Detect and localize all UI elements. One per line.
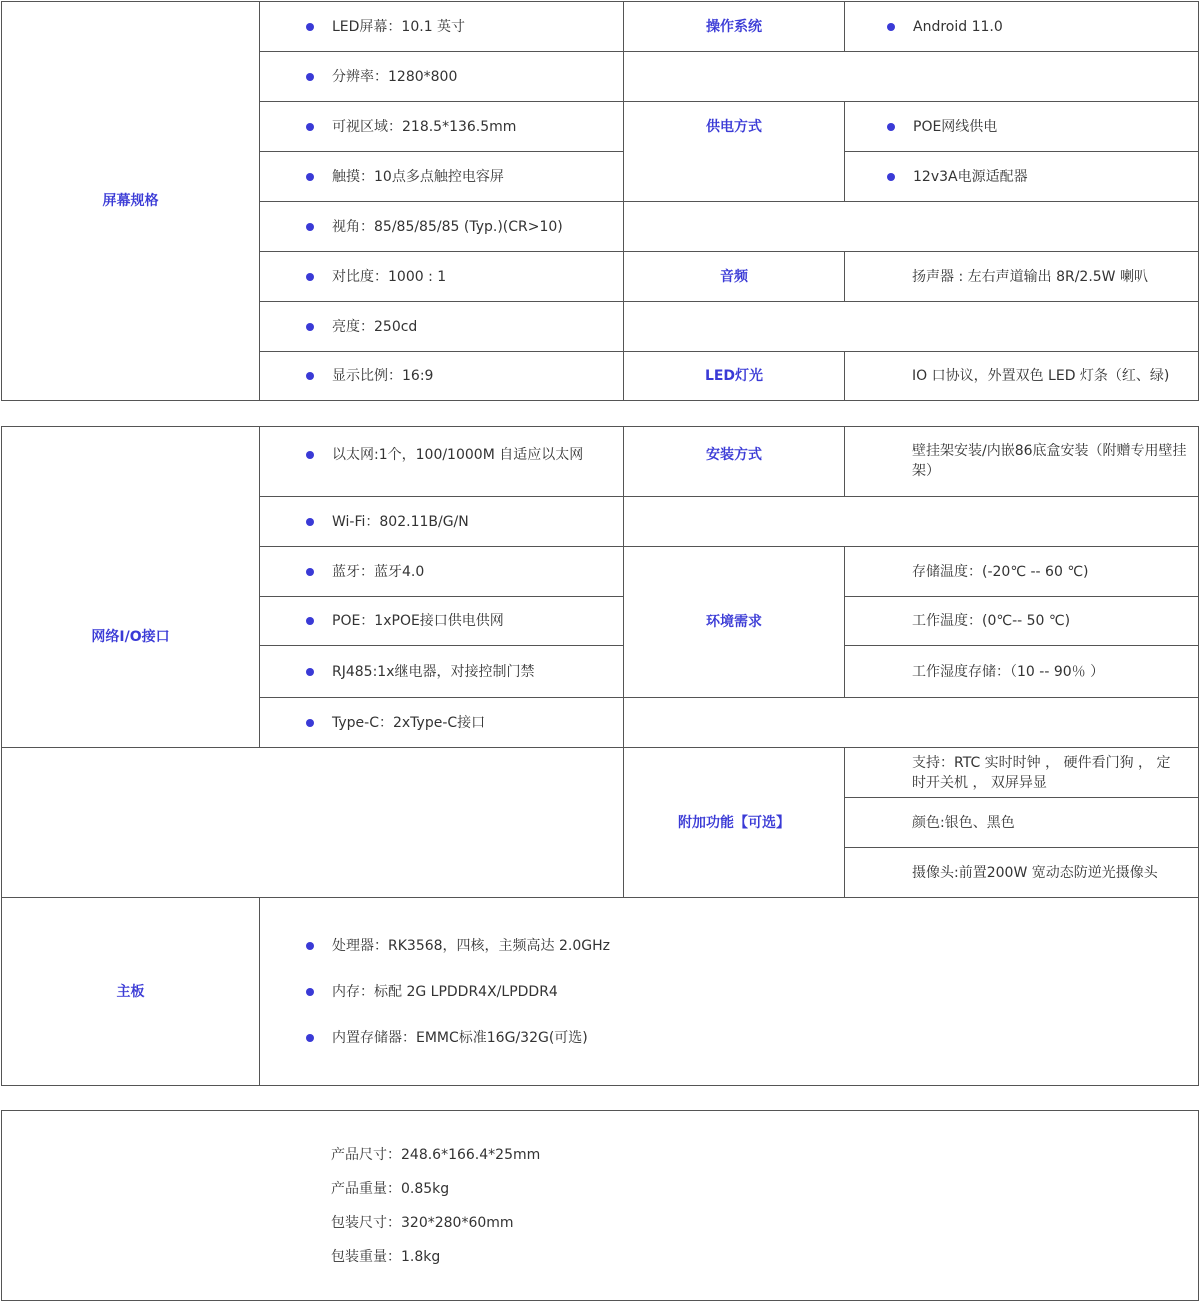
- bullet-icon: [306, 568, 314, 576]
- env-humidity: 工作湿度存储：（10 -- 90％ ）: [912, 663, 1105, 680]
- bullet-icon: [306, 123, 314, 131]
- package-size: 包装尺寸：320*280*60mm: [331, 1214, 514, 1231]
- bullet-icon: [306, 273, 314, 281]
- bullet-icon: [306, 451, 314, 459]
- env-storage-temp: 存储温度：(-20℃ -- 60 ℃): [912, 563, 1089, 580]
- network-io-header: 网络I/O接口: [91, 629, 170, 645]
- product-weight: 产品重量：0.85kg: [331, 1180, 450, 1197]
- product-size: 产品尺寸：248.6*166.4*25mm: [331, 1146, 541, 1163]
- bullet-icon: [887, 123, 895, 131]
- env-operating-temp: 工作温度：(0℃-- 50 ℃): [912, 613, 1071, 629]
- network-item-poe: POE：1xPOE接口供电供网: [260, 597, 623, 645]
- extra-color: 颜色:银色、黑色: [912, 814, 1015, 831]
- network-item-ethernet: 以太网:1个，100/1000M 自适应以太网: [260, 427, 623, 482]
- bullet-icon: [306, 173, 314, 181]
- screen-item-brightness: 亮度：250cd: [260, 302, 623, 351]
- bullet-icon: [306, 668, 314, 676]
- mainboard-header: 主板: [116, 983, 145, 1000]
- power-value-adapter: 12v3A电源适配器: [845, 152, 1199, 201]
- mainboard-list: [306, 898, 1186, 1085]
- network-item-bluetooth: 蓝牙：蓝牙4.0: [260, 547, 623, 596]
- board-item-storage: 内置存储器：EMMC标准16G/32G(可选): [306, 1028, 610, 1048]
- bullet-icon: [306, 1034, 314, 1042]
- led-value: IO 口协议，外置双色 LED 灯条（红、绿): [912, 368, 1170, 384]
- board-item-memory: 内存：标配 2G LPDDR4X/LPDDR4: [306, 982, 610, 1002]
- bullet-icon: [887, 173, 895, 181]
- os-value: Android 11.0: [845, 2, 1199, 51]
- extra-features-header: 附加功能【可选】: [678, 814, 790, 831]
- bullet-icon: [306, 323, 314, 331]
- extra-rtc-watchdog: 支持：RTC 实时时钟 ， 硬件看门狗 ， 定时开关机 ， 双屏异显: [912, 755, 1171, 791]
- network-item-rj485: RJ485:1x继电器，对接控制门禁: [260, 646, 623, 697]
- package-weight: 包装重量：1.8kg: [331, 1248, 441, 1265]
- dimensions-table: [1, 1110, 1199, 1301]
- bullet-icon: [306, 372, 314, 380]
- environment-header: 环境需求: [706, 614, 762, 630]
- power-header: 供电方式: [706, 118, 762, 135]
- install-value: 壁挂架安装/内嵌86底盒安装（附赠专用壁挂架）: [912, 443, 1187, 479]
- install-header: 安装方式: [706, 446, 762, 463]
- bullet-icon: [887, 23, 895, 31]
- bullet-icon: [306, 719, 314, 727]
- audio-header: 音频: [720, 268, 748, 285]
- screen-item-visible-area: 可视区域：218.5*136.5mm: [260, 102, 623, 151]
- power-value-poe: POE网线供电: [845, 102, 1199, 151]
- screen-item-touch: 触摸：10点多点触控电容屏: [260, 152, 623, 201]
- led-header: LED灯光: [704, 368, 764, 384]
- bullet-icon: [306, 617, 314, 625]
- bullet-icon: [306, 23, 314, 31]
- extra-camera: 摄像头:前置200W 宽动态防逆光摄像头: [912, 864, 1158, 881]
- bullet-icon: [306, 518, 314, 526]
- screen-item-contrast: 对比度：1000 : 1: [260, 252, 623, 301]
- screen-item-led: LED屏幕：10.1 英寸: [260, 2, 623, 51]
- os-header: 操作系统: [706, 18, 762, 35]
- network-item-typec: Type-C：2xType-C接口: [260, 698, 623, 747]
- dimensions-list: [331, 1111, 1131, 1300]
- bullet-icon: [306, 223, 314, 231]
- bullet-icon: [306, 73, 314, 81]
- bullet-icon: [306, 988, 314, 996]
- bullet-icon: [306, 942, 314, 950]
- network-item-wifi: Wi-Fi：802.11B/G/N: [260, 497, 623, 546]
- screen-item-viewing-angle: 视角：85/85/85/85 (Typ.)(CR>10): [260, 202, 623, 251]
- network-spec-table: [1, 426, 1199, 1086]
- screen-item-aspect-ratio: 显示比例：16:9: [260, 352, 623, 400]
- screen-spec-table: [1, 1, 1199, 401]
- audio-value: 扬声器 : 左右声道输出 8R/2.5W 喇叭: [912, 268, 1148, 285]
- screen-item-resolution: 分辨率：1280*800: [260, 52, 623, 101]
- screen-spec-header: 屏幕规格: [102, 193, 159, 209]
- board-item-cpu: 处理器：RK3568，四核，主频高达 2.0GHz: [306, 936, 610, 956]
